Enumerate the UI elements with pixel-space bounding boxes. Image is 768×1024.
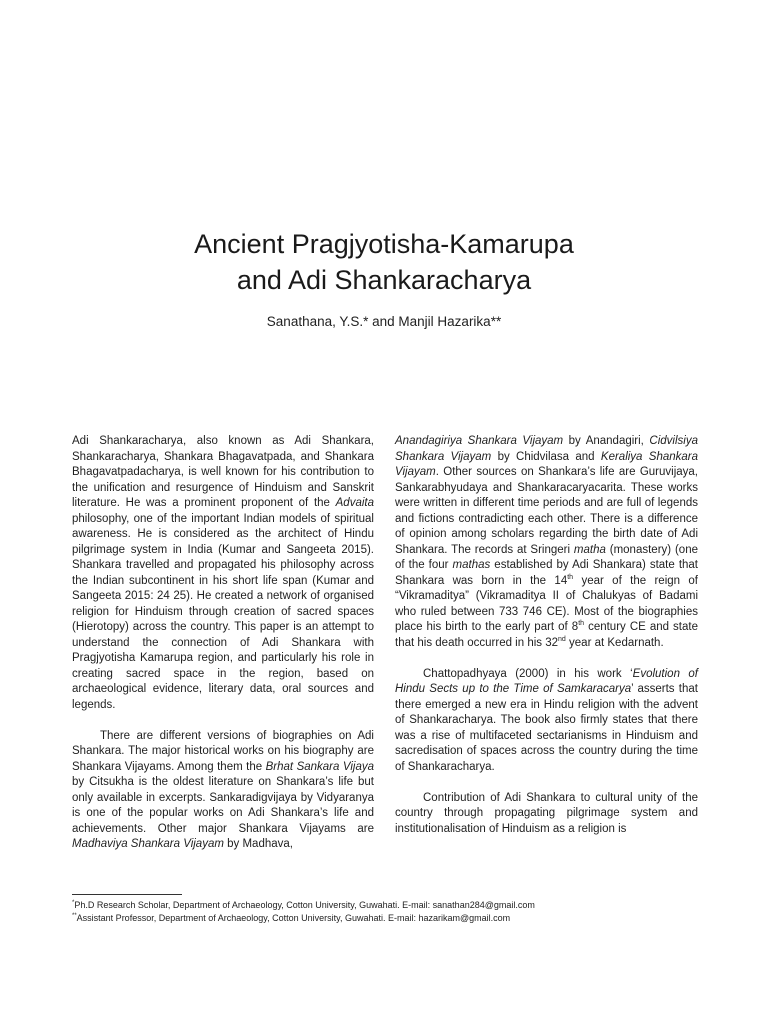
footnote-2: **Assistant Professor, Department of Archaeology, Cotton University, Guwahati. E-mail: hazarikam@gmail.com — [72, 913, 511, 923]
title-line-2: and Adi Shankaracharya — [236, 265, 532, 295]
right-paragraph-1: Anandagiriya Shankara Vijayam by Anandagiri, Cidvilsiya Shankara Vijayam by Chidvilasa and Keraliya Shankara Vijayam. Other sources on Shankara’s life are Guruvijaya, Sankarabhyudaya and Shankaracaryacarita. These works were written in different time periods and are full of legends and fictions contradicting each other. There is a difference of opinion among scholars regarding the birth date of Adi Shankara. The records at Sringeri matha (monastery) (one of the four mathas established by Adi Shankara) state that Shankara was born in the 14th year of the reign of “Vikramaditya” (Vikramaditya II of Chalukyas of Badami who ruled between 733 746 CE). Most of the biographies place his birth to the early part of 8th century CE and state that his death occurred in his 32nd year at Kedarnath. — [395, 435, 698, 649]
right-paragraph-2: Chattopadhyaya (2000) in his work ‘Evolution of Hindu Sects up to the Time of Samkaracarya’ asserts that there emerged a new era in Hindu religion with the advent of Shankaracharya. The book also firmly states that there was a rise of multifaceted sectarianisms in Hinduism and sacredisation of spaces across the country during the time of Shankaracharya. — [395, 667, 698, 773]
title-line-1: Ancient Pragjyotisha-Kamarupa — [194, 229, 574, 259]
article-title — [0, 226, 768, 298]
footnote-1: *Ph.D Research Scholar, Department of Archaeology, Cotton University, Guwahati. E-mail: sanathan284@gmail.com — [72, 900, 535, 910]
italic-term: Cidvilsiya Shankara Vijayam — [395, 435, 698, 463]
italic-term: mathas — [452, 559, 491, 571]
article-authors: Sanathana, Y.S.* and Manjil Hazarika** — [266, 314, 502, 329]
italic-term: Madhaviya Shankara Vijayam — [72, 838, 224, 850]
italic-term: matha — [573, 543, 606, 556]
italic-term: Advaita — [335, 497, 374, 509]
left-paragraph-1: Adi Shankaracharya, also known as Adi Shankara, Shankaracharya, Shankara Bhagavatpada, and Shankara Bhagavatpadacharya, is well known for his contribution to the unification and resurgence of Hinduism and Sanskrit literature. He was a prominent proponent of the Advaita philosophy, one of the important Indian models of spiritual awareness. He is considered as the architect of Hindu pilgrimage system in India (Kumar and Sangeeta 2015). Shankara travelled and propagated his philosophy across the Indian subcontinent in his short life span (Kumar and Sangeeta 2015: 24 25). He created a network of organised religion for Hinduism through creation of sacred spaces (Hierotopy) across the country. This paper is an attempt to understand the connection of Adi Shankara with Pragjyotisha Kamarupa region, and particularly his role in creating sacred space in the region, based on archaeological evidence, literary data, oral sources and legends. — [72, 435, 374, 711]
right-column — [395, 434, 698, 837]
italic-term: Anandagiriya Shankara Vijayam — [395, 435, 564, 447]
right-paragraph-3: Contribution of Adi Shankara to cultural unity of the country through propagating pilgrimage system and institutionalisation of Hinduism as a religion is — [395, 791, 698, 835]
italic-term: Keraliya Shankara Vijayam — [395, 450, 698, 478]
footnotes — [72, 899, 712, 925]
italic-term: Brhat Sankara Vijaya — [265, 760, 374, 773]
footnote-divider — [72, 894, 182, 895]
left-column — [72, 434, 374, 853]
left-paragraph-2: There are different versions of biographies on Adi Shankara. The major historical works on his biography are Shankara Vijayams. Among them the Brhat Sankara Vijaya by Citsukha is the oldest literature on Shankara’s life but only available in excerpts. Sankaradigvijaya by Vidyaranya is one of the popular works on Adi Shankara’s life and achievements. Other major Shankara Vijayams are Madhaviya Shankara Vijayam by Madhava, — [72, 729, 374, 850]
italic-term: Evolution of Hindu Sects up to the Time of Samkaracarya — [395, 667, 698, 695]
